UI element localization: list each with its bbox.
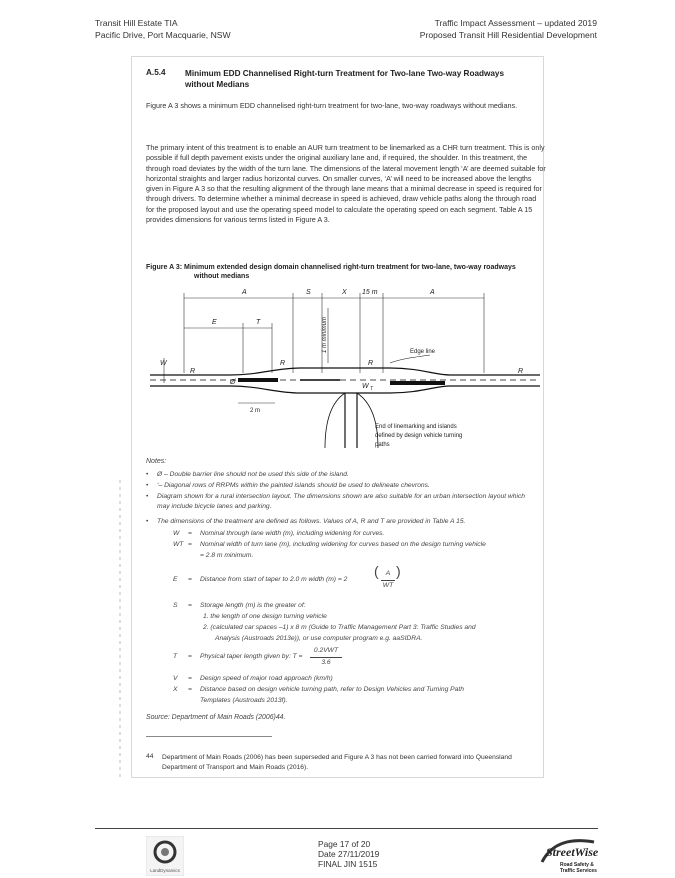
label-A-right: A [430,289,435,296]
header-location: Pacific Drive, Port Macquarie, NSW [95,30,231,40]
label-R4: R [518,368,524,375]
bullet-dot-icon: • [146,493,149,500]
label-wt-sub: T [370,386,374,392]
header-project-title: Transit Hill Estate TIA [95,18,178,28]
footnote-divider [146,736,272,737]
label-A-left: A [242,289,247,296]
label-E: E [212,319,217,326]
bullet-dot-icon: • [146,471,149,478]
note-text: The dimensions of the treatment are defined as follows. Values of A, R and T are provided in Table A 15. [157,518,466,525]
note-text: ‘– Diagonal rows of RRPMs within the painted islands should be used to delineate chevrons. [157,482,430,489]
streetwise-logo [538,832,598,876]
bullet-dot-icon: • [146,482,149,489]
label-15m: 15 m [362,289,378,296]
margin-marks [119,480,121,780]
note-text: Diagram shown for a rural intersection layout. The dimensions shown are also suitable for an urban intersection layout which may include bicycle lanes and parking. [157,493,526,510]
bullet-dot-icon: • [146,518,149,525]
label-1m-minimum: 1 m minimum [322,316,328,353]
bracket-icon: ) [396,563,401,579]
label-edge-line: Edge line [410,349,436,355]
header-report-title: Traffic Impact Assessment – updated 2019 [434,18,597,28]
svg-text:Road Safety &: Road Safety & [560,862,594,868]
label-phi: Ø [230,379,236,386]
figure-source: Source: Department of Main Roads (2006)44. [146,714,286,721]
figure-caption-cont: without medians [194,273,250,280]
label-end-note-3: paths [375,442,390,448]
bracket-icon: ( [374,563,379,579]
header-development: Proposed Transit Hill Residential Development [419,30,597,40]
section-title: Minimum EDD Channelised Right-turn Treatment for Two-lane Two-way Roadways without Medians [185,69,505,89]
label-wt: W [362,383,369,390]
right-logo-text: StreetWise [546,845,598,859]
label-X: X [342,289,347,296]
label-S: S [306,289,311,296]
header-left [95,17,231,41]
footnote-number: 44 [146,753,154,760]
label-end-note-2: defined by design vehicle turning [375,433,463,439]
label-R3: R [368,360,374,367]
paragraph-intro: Figure A 3 shows a minimum EDD channelised right-turn treatment for two-lane, two-way roadways without medians. [146,101,518,110]
figure-caption: Figure A 3: Minimum extended design domain channelised right-turn treatment for two-lane, two-way roadways [146,264,516,271]
label-T: T [256,319,261,326]
road-lines [150,355,540,448]
footer-info [318,839,379,869]
label-W: W [160,360,167,367]
painted-islands [238,378,445,385]
svg-text:Traffic Services: Traffic Services [560,868,597,874]
left-logo-text: LandDynamics [150,868,180,873]
label-2m: 2 m [250,408,261,414]
header-right [420,17,597,41]
footnote-text: Department of Main Roads (2006) has been superseded and Figure A 3 has not been carried forward into Queensland Department of Transport and Main Roads (2016). [162,754,512,771]
report-ref: FINAL JIN 1515 [318,859,378,869]
page-number: Page 17 of 20 [318,839,371,849]
paragraph-intent: The primary intent of this treatment is to enable an AUR turn treatment to be linemarked as a CHR turn treatment. This is only possible if full depth pavement exists under the original auxiliary lane and, if required, the shoulder. In this treatment, the through road deviates by the width of the turn lane. The dimensions of the lateral movement length ‘A’ are deemed suitable for horizontal straights and larger radius horizontal curves. On smaller curves, ‘A’ will need to be increased above the lengths given in Figure A 3 so that the resulting alignment of the through lane means that a minimal decrease in speed is required for through drivers. To determine whether a minimal decrease in speed is achieved, draw vehicle paths along the through road for the proposed layout and use the operating speed model to calculate the operating speed on each segment. Table A 15 provides dimensions for various terms listed in Figure A 3. [146,143,546,225]
land-dynamics-logo [146,836,184,876]
turn-treatment-diagram [150,283,540,448]
section-number: A.5.4 [146,68,166,77]
note-text: Ø – Double barrier line should not be used this side of the island. [157,471,349,478]
footer-divider [95,828,598,829]
notes-heading: Notes: [146,458,167,465]
report-date: Date 27/11/2019 [318,849,380,859]
label-R1: R [190,368,196,375]
label-R2: R [280,360,286,367]
label-end-note-1: End of linemarking and islands [375,424,457,430]
